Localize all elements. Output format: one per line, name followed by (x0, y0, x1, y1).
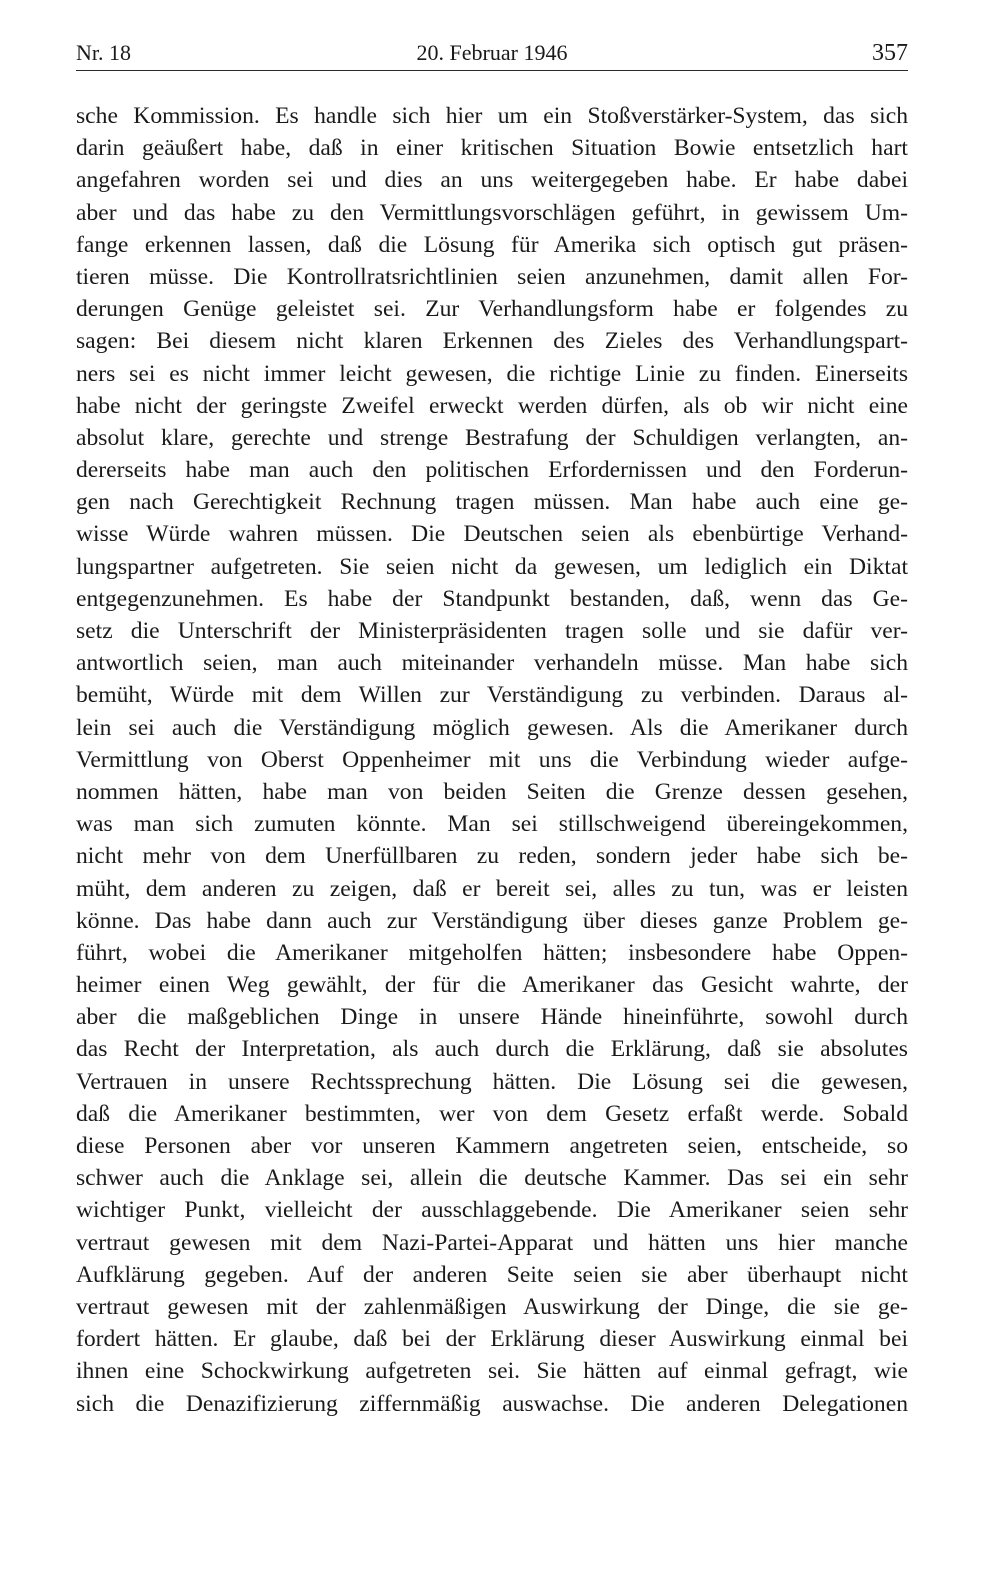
text-line: habe nicht der geringste Zweifel erweckt werden dürfen, als ob wir nicht eine (76, 392, 908, 419)
text-line: wisse Würde wahren müssen. Die Deutschen seien als ebenbürtige Verhand- (76, 521, 908, 548)
text-line: daß die Amerikaner bestimmten, wer von dem Gesetz erfaßt werde. Sobald (76, 1100, 908, 1127)
header-rule (76, 70, 908, 71)
text-line: darin geäußert habe, daß in einer kritischen Situation Bowie entsetzlich hart (76, 135, 908, 162)
text-line: Aufklärung gegeben. Auf der anderen Seite seien sie aber überhaupt nicht (76, 1261, 908, 1288)
text-line: sche Kommission. Es handle sich hier um ein Stoßverstärker-System, das sich (76, 103, 908, 129)
text-line: vertraut gewesen mit der zahlenmäßigen Auswirkung der Dinge, die sie ge- (76, 1293, 908, 1320)
text-line: gen nach Gerechtigkeit Rechnung tragen müssen. Man habe auch eine ge- (76, 489, 908, 516)
text-line: fange erkennen lassen, daß die Lösung für Amerika sich optisch gut präsen- (76, 231, 908, 258)
page-number: 357 (872, 40, 908, 66)
text-line: dererseits habe man auch den politischen Erfordernissen und den Forderun- (76, 457, 908, 484)
issue-number: Nr. 18 (76, 40, 131, 65)
text-line: schwer auch die Anklage sei, allein die deutsche Kammer. Das sei ein sehr (76, 1165, 908, 1192)
text-line: ners sei es nicht immer leicht gewesen, die richtige Linie zu finden. Einerseits (76, 360, 908, 387)
text-line: setz die Unterschrift der Ministerpräsidenten tragen solle und sie dafür ver- (76, 618, 908, 644)
running-header (76, 38, 908, 68)
text-line: bemüht, Würde mit dem Willen zur Verständigung zu verbinden. Daraus al- (76, 682, 908, 709)
text-line: Vertrauen in unsere Rechtssprechung hätten. Die Lösung sei die gewesen, (76, 1068, 908, 1095)
text-line: antwortlich seien, man auch miteinander verhandeln müsse. Man habe sich (76, 650, 908, 677)
text-line: führt, wobei die Amerikaner mitgeholfen hätten; insbesondere habe Oppen- (76, 939, 908, 966)
text-line: lungspartner aufgetreten. Sie seien nicht da gewesen, um lediglich ein Diktat (76, 553, 908, 580)
text-line: sagen: Bei diesem nicht klaren Erkennen des Zieles des Verhandlungspart- (76, 328, 908, 355)
text-line: tieren müsse. Die Kontrollratsrichtlinien seien anzunehmen, damit allen For- (76, 263, 908, 290)
text-line: könne. Das habe dann auch zur Verständigung über dieses ganze Problem ge- (76, 907, 908, 934)
text-line: wichtiger Punkt, vielleicht der ausschlaggebende. Die Amerikaner seien sehr (76, 1197, 908, 1224)
text-line: lein sei auch die Verständigung möglich gewesen. Als die Amerikaner durch (76, 714, 908, 741)
header-date: 20. Februar 1946 (416, 40, 568, 65)
text-line: sich die Denazifizierung ziffernmäßig auswachse. Die anderen Delegationen (76, 1390, 908, 1417)
text-line: angefahren worden sei und dies an uns weitergegeben habe. Er habe dabei (76, 167, 908, 194)
text-line: heimer einen Weg gewählt, der für die Amerikaner das Gesicht wahrte, der (76, 972, 908, 999)
text-line: nicht mehr von dem Unerfüllbaren zu reden, sondern jeder habe sich be- (76, 843, 908, 870)
text-line: fordert hätten. Er glaube, daß bei der Erklärung dieser Auswirkung einmal bei (76, 1326, 908, 1353)
text-line: entgegenzunehmen. Es habe der Standpunkt bestanden, daß, wenn das Ge- (76, 585, 908, 612)
text-line: ihnen eine Schockwirkung aufgetreten sei. Sie hätten auf einmal gefragt, wie (76, 1358, 908, 1385)
text-line: derungen Genüge geleistet sei. Zur Verhandlungsform habe er folgendes zu (76, 296, 908, 323)
text-line: vertraut gewesen mit dem Nazi-Partei-Apparat und hätten uns hier manche (76, 1229, 908, 1256)
text-line: aber und das habe zu den Vermittlungsvorschlägen geführt, in gewissem Um- (76, 199, 908, 226)
text-line: aber die maßgeblichen Dinge in unsere Hände hineinführte, sowohl durch (76, 1004, 908, 1031)
text-line: diese Personen aber vor unseren Kammern angetreten seien, entscheide, so (76, 1133, 908, 1159)
text-line: nommen hätten, habe man von beiden Seiten die Grenze dessen gesehen, (76, 778, 908, 805)
text-line: Vermittlung von Oberst Oppenheimer mit uns die Verbindung wieder aufge- (76, 746, 908, 773)
text-line: was man sich zumuten könnte. Man sei stillschweigend übereingekommen, (76, 811, 908, 838)
text-line: das Recht der Interpretation, als auch durch die Erklärung, daß sie absolutes (76, 1036, 908, 1063)
text-line: absolut klare, gerechte und strenge Bestrafung der Schuldigen verlangten, an- (76, 424, 908, 451)
text-line: müht, dem anderen zu zeigen, daß er bereit sei, alles zu tun, was er leisten (76, 875, 908, 902)
body-text (76, 100, 908, 1420)
